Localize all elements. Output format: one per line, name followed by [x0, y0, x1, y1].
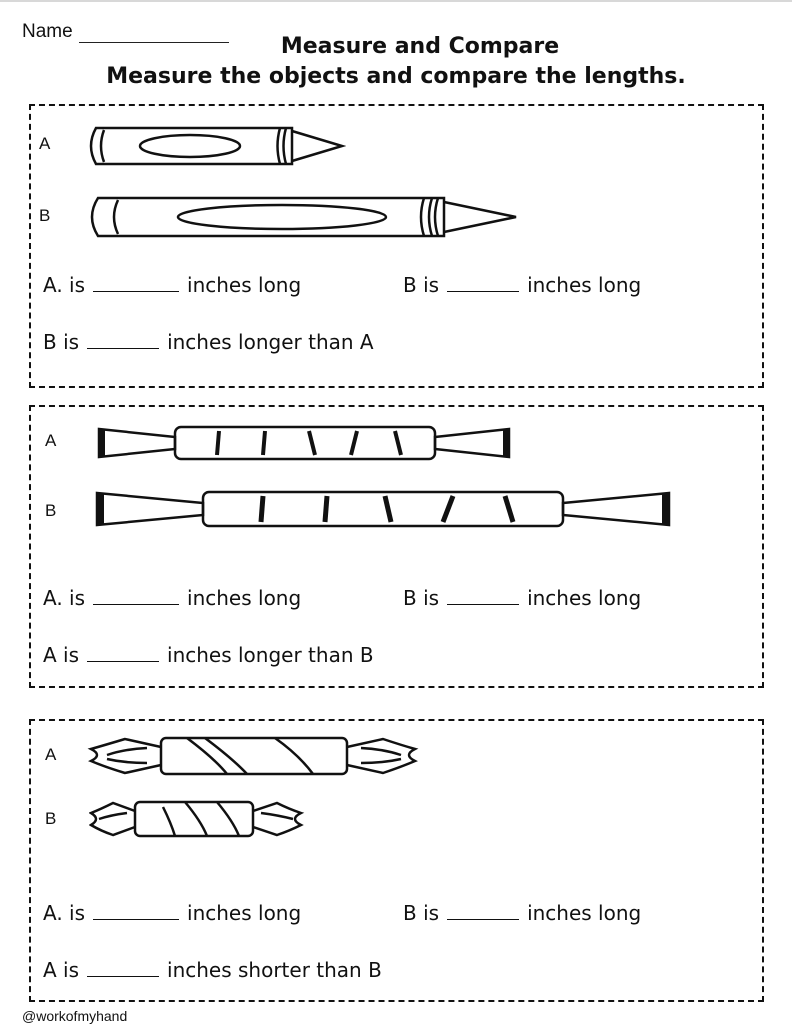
crayon-b-icon	[84, 194, 520, 240]
section-wrapped-candy	[29, 405, 764, 688]
candy-b-icon	[93, 489, 673, 529]
striped-candy-b-icon	[89, 799, 305, 839]
page-title: Measure and Compare	[280, 34, 560, 59]
answer-blank[interactable]	[447, 588, 519, 605]
credit-text: @workofmyhand	[22, 1008, 128, 1024]
section-crayons	[29, 104, 764, 388]
answer-blank[interactable]	[447, 903, 519, 920]
label-b: B	[45, 809, 57, 828]
answer-blank[interactable]	[87, 332, 159, 349]
a-length-question: A. is inches long	[43, 586, 302, 610]
b-length-question: B is inches long	[403, 901, 642, 925]
answer-blank[interactable]	[93, 588, 179, 605]
label-b: B	[39, 206, 51, 225]
label-a: A	[45, 745, 57, 764]
crayon-a-icon	[84, 124, 346, 168]
top-border	[0, 0, 792, 2]
label-a: A	[45, 431, 57, 450]
compare-question: A is inches shorter than B	[43, 958, 382, 982]
answer-blank[interactable]	[87, 960, 159, 977]
answer-blank[interactable]	[93, 903, 179, 920]
striped-candy-a-icon	[85, 735, 421, 777]
b-length-question: B is inches long	[403, 273, 642, 297]
answer-blank[interactable]	[447, 275, 519, 292]
name-label: Name	[22, 21, 73, 42]
label-a: A	[39, 134, 51, 153]
b-length-question: B is inches long	[403, 586, 642, 610]
a-length-question: A. is inches long	[43, 273, 302, 297]
compare-question: B is inches longer than A	[43, 330, 374, 354]
compare-question: A is inches longer than B	[43, 643, 374, 667]
section-striped-candy	[29, 719, 764, 1002]
page-instructions: Measure the objects and compare the lengths.	[106, 64, 686, 89]
label-b: B	[45, 501, 57, 520]
answer-blank[interactable]	[87, 645, 159, 662]
candy-a-icon	[95, 423, 515, 463]
answer-blank[interactable]	[93, 275, 179, 292]
a-length-question: A. is inches long	[43, 901, 302, 925]
